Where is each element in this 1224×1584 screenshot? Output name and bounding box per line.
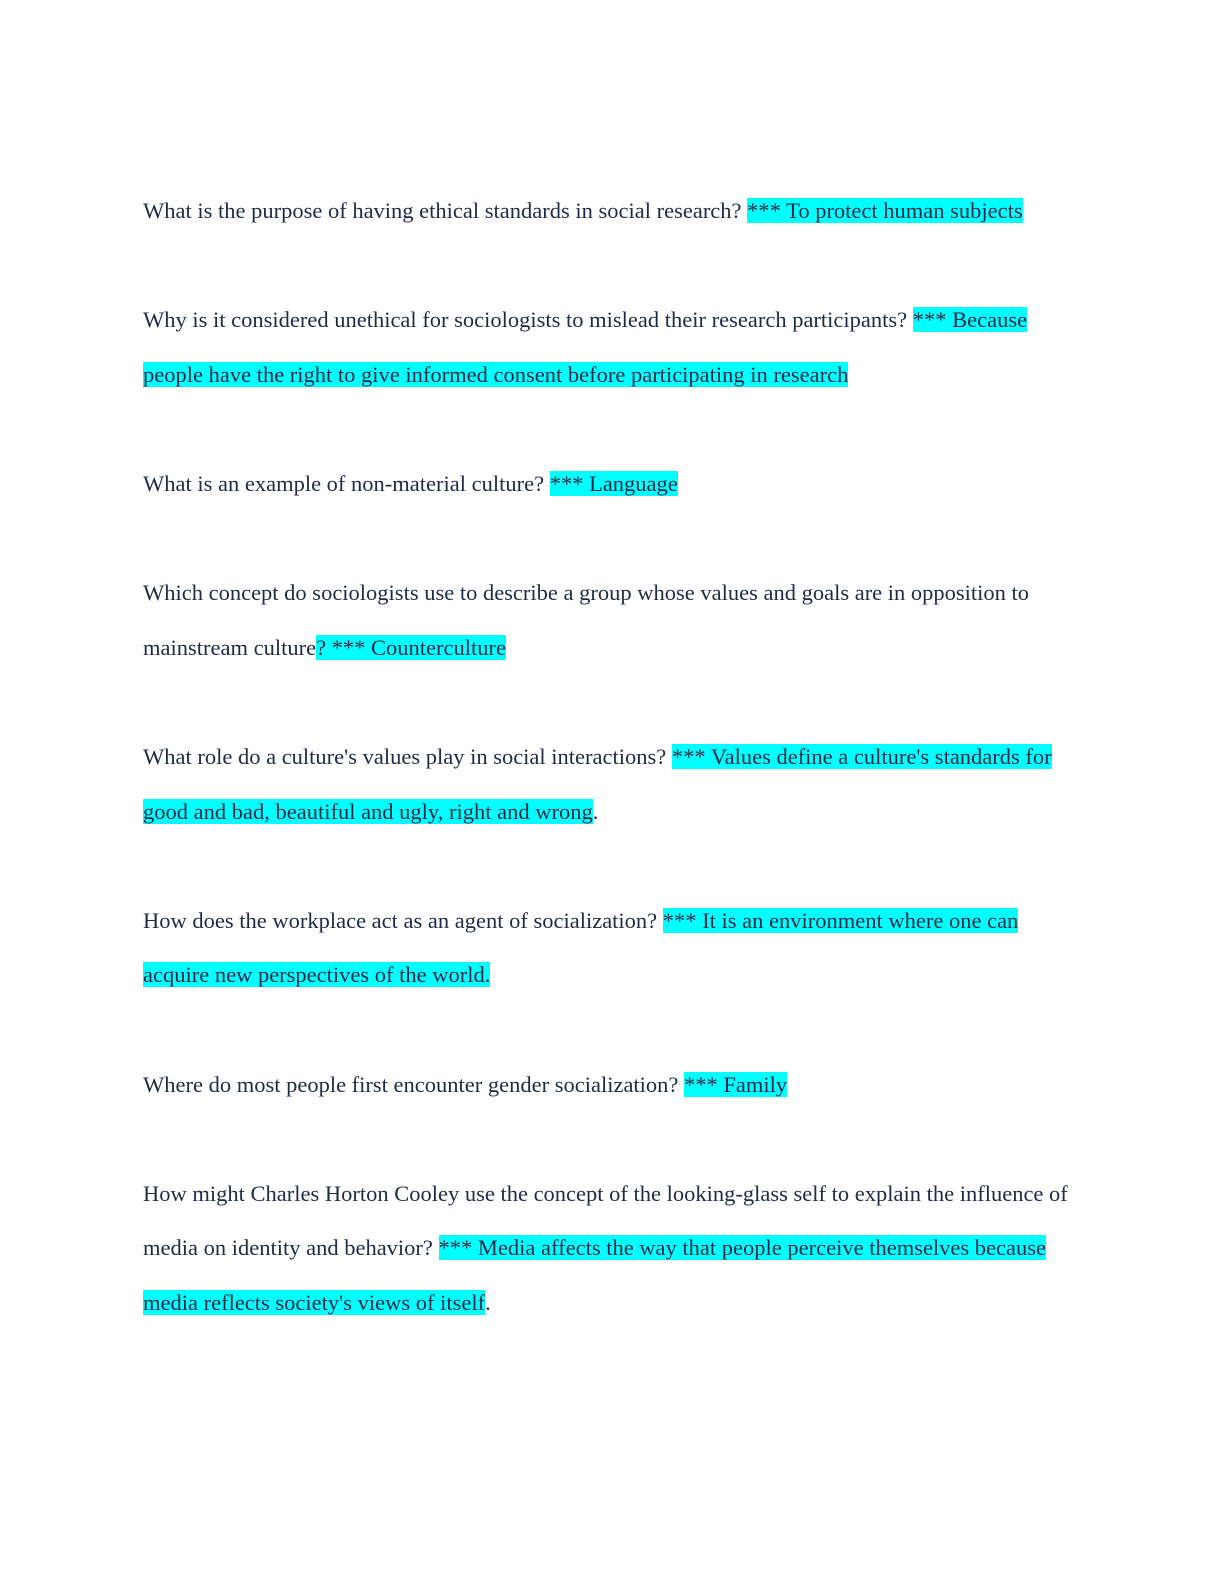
answer-highlight: ? *** Counterculture [316, 634, 507, 660]
answer-highlight: *** Because people have the right to give informed consent before participating in research [143, 307, 1028, 387]
answer-tail: . [485, 1289, 491, 1315]
answer-highlight: *** Media affects the way that people perceive themselves because media reflects society's views of itself [143, 1235, 1047, 1315]
qa-item [143, 730, 1073, 839]
question-text: How does the workplace act as an agent of socialization? [143, 907, 663, 933]
qa-item [143, 293, 1073, 402]
answer-highlight: *** To protect human subjects [747, 198, 1023, 223]
answer-highlight: *** It is an environment where one can acquire new perspectives of the world. [143, 907, 1019, 988]
qa-item [143, 894, 1073, 1003]
answer-highlight: *** Values define a culture's standards for good and bad, beautiful and ugly, right and wrong [143, 743, 1052, 824]
qa-item [143, 1058, 1073, 1113]
question-text: Why is it considered unethical for sociologists to mislead their research participants? [143, 307, 913, 333]
qa-item [143, 457, 1073, 512]
qa-item [143, 566, 1073, 675]
question-text: What is the purpose of having ethical standards in social research? [143, 198, 748, 223]
question-text: How might Charles Horton Cooley use the concept of the looking-glass self to explain the influence of media on identity and behavior? [143, 1180, 1068, 1261]
question-text: What is an example of non-material culture? [143, 470, 550, 496]
answer-highlight: *** Family [684, 1071, 788, 1097]
question-answer-list [143, 184, 1073, 1385]
qa-item [143, 184, 1073, 239]
answer-highlight: *** Language [549, 470, 678, 496]
qa-item [143, 1167, 1073, 1331]
question-text: What role do a culture's values play in social interactions? [143, 743, 672, 769]
question-text: Which concept do sociologists use to describe a group whose values and goals are in opposition to mainstream culture [143, 580, 1030, 660]
question-text: Where do most people first encounter gender socialization? [143, 1071, 685, 1097]
answer-tail: . [592, 798, 599, 824]
